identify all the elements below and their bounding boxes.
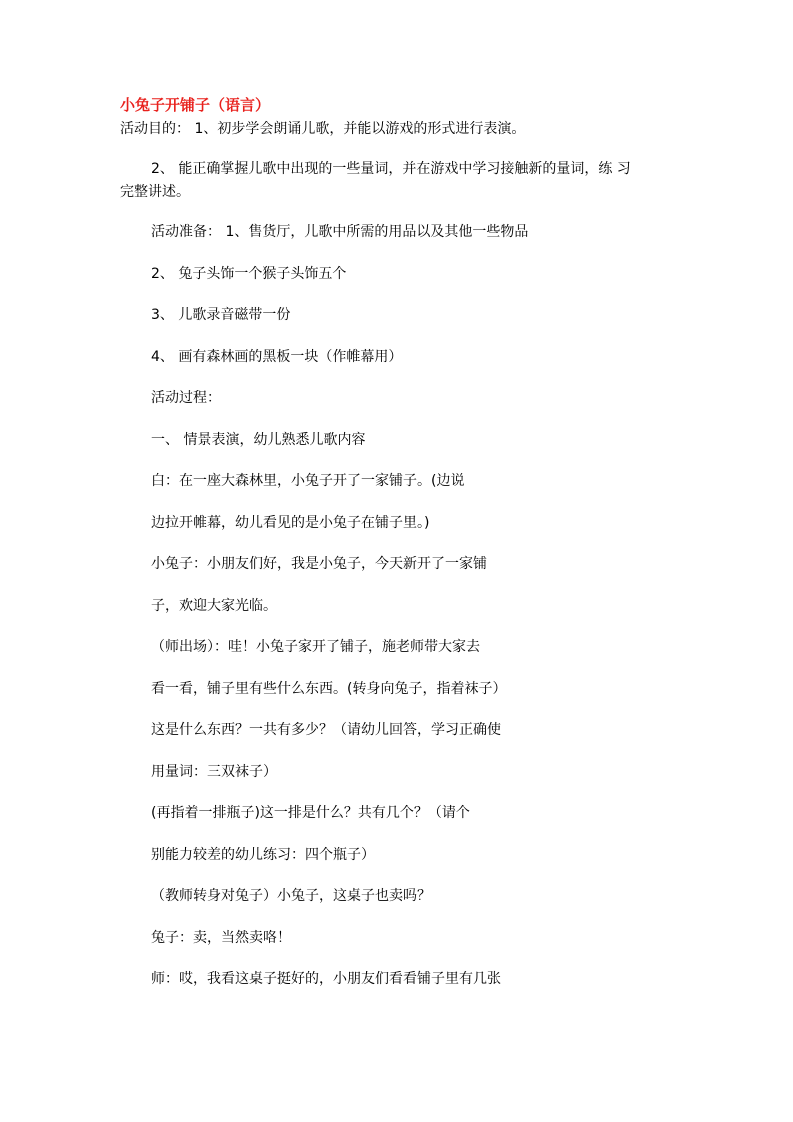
paragraph-line: 子，欢迎大家光临。 [151,598,277,614]
paragraph-preparation-2: 2、 兔子头饰一个猴子头饰五个 [151,266,347,282]
paragraph-line: 边拉开帷幕，幼儿看见的是小兔子在铺子里。) [151,515,430,531]
paragraph-line: 看一看，铺子里有些什么东西。(转身向兔子，指着袜子） [151,681,507,697]
paragraph-preparation-4: 4、 画有森林画的黑板一块（作帷幕用） [151,349,403,365]
paragraph-line: (再指着一排瓶子)这一排是什么？共有几个？（请个 [151,805,470,821]
paragraph-purpose: 活动目的： 1、初步学会朗诵儿歌，并能以游戏的形式进行表演。 [120,121,526,137]
paragraph-purpose-2-cont: 完整讲述。 [120,184,190,200]
paragraph-line: 师：哎，我看这桌子挺好的，小朋友们看看铺子里有几张 [151,971,501,987]
paragraph-process-heading: 活动过程： [151,390,221,406]
paragraph-process-1: 一、 情景表演，幼儿熟悉儿歌内容 [151,432,366,448]
paragraph-line: 白：在一座大森林里，小兔子开了一家铺子。(边说 [151,473,465,489]
paragraph-preparation-3: 3、 儿歌录音磁带一份 [151,307,291,323]
paragraph-line: 别能力较差的幼儿练习：四个瓶子） [151,847,375,863]
paragraph-line: （教师转身对兔子）小兔子，这桌子也卖吗？ [151,888,431,904]
paragraph-line: 兔子：卖，当然卖咯！ [151,930,291,946]
paragraph-line: （师出场）：哇！小兔子家开了铺子，施老师带大家去 [151,639,480,655]
paragraph-line: 用量词：三双袜子） [151,764,277,780]
paragraph-line: 小兔子：小朋友们好，我是小兔子，今天新开了一家铺 [151,556,487,572]
document-title: 小兔子开铺子（语言） [120,96,271,114]
paragraph-purpose-2: 2、 能正确掌握儿歌中出现的一些量词，并在游戏中学习接触新的量词，练 习 [151,161,631,177]
paragraph-preparation: 活动准备： 1、售货厅，儿歌中所需的用品以及其他一些物品 [151,224,529,240]
paragraph-line: 这是什么东西？一共有多少？（请幼儿回答，学习正确使 [151,722,501,738]
